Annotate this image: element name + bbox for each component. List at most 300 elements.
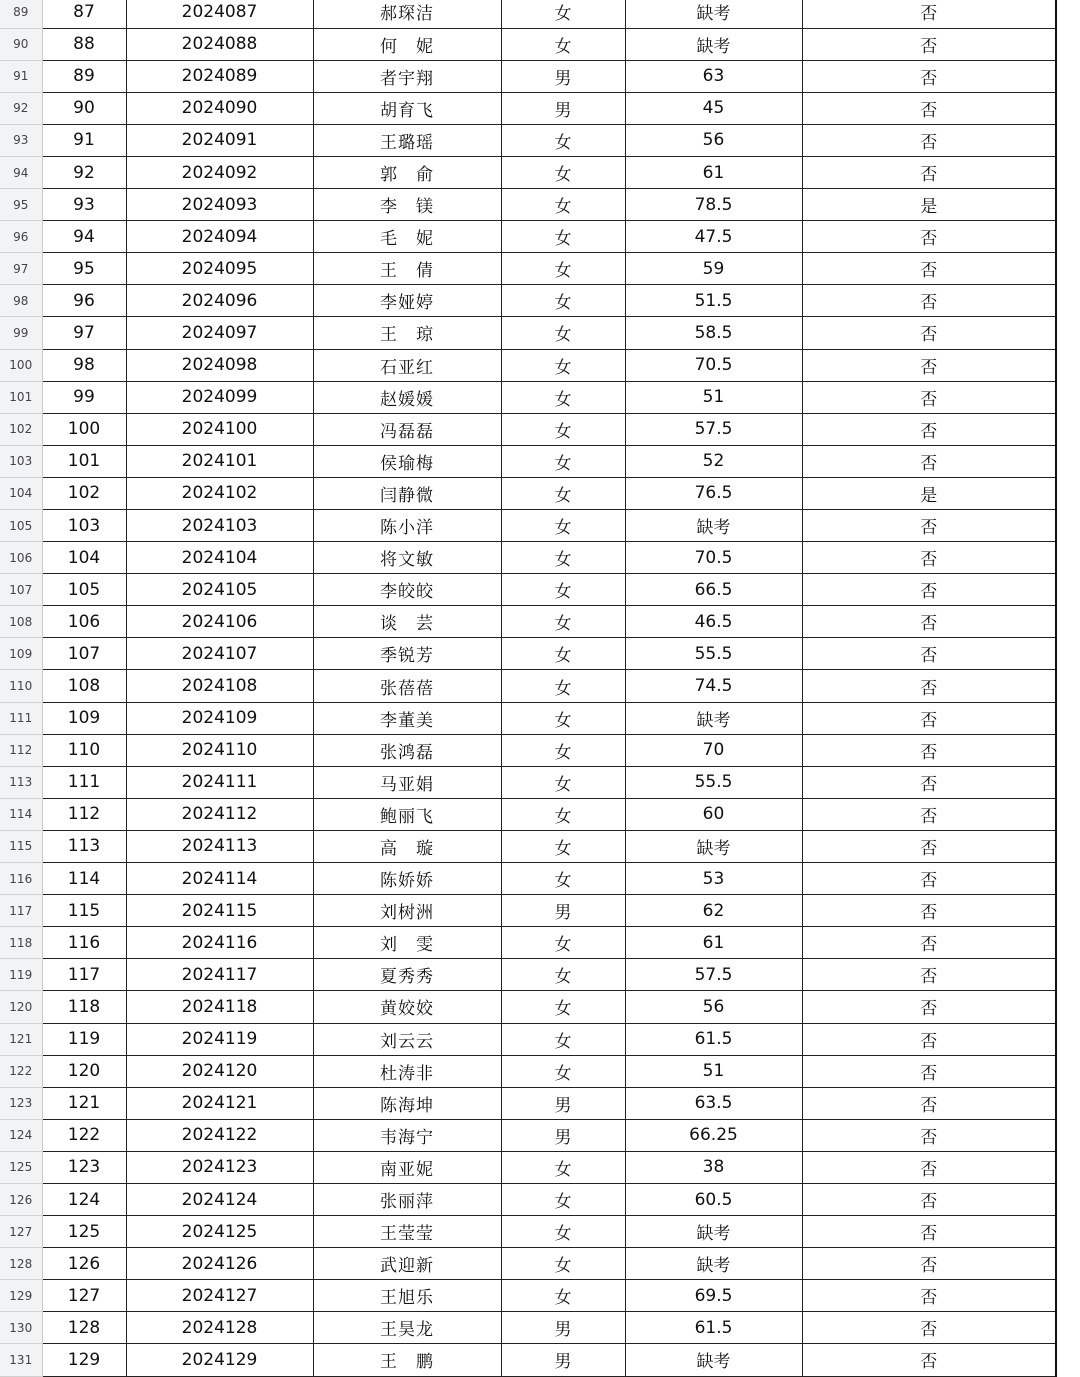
cell-exam-no[interactable]: 2024117 <box>126 959 313 991</box>
empty-cell[interactable] <box>1056 638 1080 670</box>
cell-qualified[interactable]: 否 <box>802 124 1056 156</box>
empty-cell[interactable] <box>1056 1183 1080 1215</box>
cell-score[interactable]: 53 <box>625 863 802 895</box>
cell-qualified[interactable]: 否 <box>802 542 1056 574</box>
cell-gender[interactable]: 女 <box>501 734 625 766</box>
cell-qualified[interactable]: 是 <box>802 477 1056 509</box>
empty-cell[interactable] <box>1056 702 1080 734</box>
cell-name[interactable]: 陈娇娇 <box>313 863 501 895</box>
cell-qualified[interactable]: 否 <box>802 959 1056 991</box>
empty-cell[interactable] <box>1056 1248 1080 1280</box>
cell-qualified[interactable]: 否 <box>802 574 1056 606</box>
row-header[interactable]: 111 <box>0 702 42 734</box>
table-row[interactable] <box>0 285 1080 317</box>
cell-gender[interactable]: 女 <box>501 445 625 477</box>
cell-score[interactable]: 60 <box>625 798 802 830</box>
cell-qualified[interactable]: 否 <box>802 1151 1056 1183</box>
cell-seq[interactable]: 112 <box>42 798 126 830</box>
cell-seq[interactable]: 127 <box>42 1280 126 1312</box>
table-row[interactable] <box>0 1087 1080 1119</box>
cell-qualified[interactable]: 否 <box>802 991 1056 1023</box>
table-row[interactable] <box>0 1216 1080 1248</box>
cell-exam-no[interactable]: 2024121 <box>126 1087 313 1119</box>
empty-cell[interactable] <box>1056 1087 1080 1119</box>
cell-seq[interactable]: 106 <box>42 606 126 638</box>
cell-exam-no[interactable]: 2024096 <box>126 285 313 317</box>
empty-cell[interactable] <box>1056 253 1080 285</box>
empty-cell[interactable] <box>1056 895 1080 927</box>
cell-exam-no[interactable]: 2024116 <box>126 927 313 959</box>
cell-qualified[interactable]: 否 <box>802 638 1056 670</box>
cell-name[interactable]: 王莹莹 <box>313 1216 501 1248</box>
cell-qualified[interactable]: 否 <box>802 1023 1056 1055</box>
cell-qualified[interactable]: 否 <box>802 285 1056 317</box>
cell-exam-no[interactable]: 2024087 <box>126 0 313 28</box>
empty-cell[interactable] <box>1056 1216 1080 1248</box>
cell-exam-no[interactable]: 2024114 <box>126 863 313 895</box>
cell-qualified[interactable]: 否 <box>802 1216 1056 1248</box>
row-header[interactable]: 90 <box>0 28 42 60</box>
cell-exam-no[interactable]: 2024091 <box>126 124 313 156</box>
empty-cell[interactable] <box>1056 60 1080 92</box>
row-header[interactable]: 105 <box>0 510 42 542</box>
row-header[interactable]: 94 <box>0 156 42 188</box>
cell-score[interactable]: 66.25 <box>625 1119 802 1151</box>
cell-gender[interactable]: 女 <box>501 156 625 188</box>
table-row[interactable] <box>0 413 1080 445</box>
cell-exam-no[interactable]: 2024107 <box>126 638 313 670</box>
table-row[interactable] <box>0 189 1080 221</box>
cell-gender[interactable]: 女 <box>501 702 625 734</box>
cell-qualified[interactable]: 否 <box>802 510 1056 542</box>
cell-seq[interactable]: 124 <box>42 1183 126 1215</box>
cell-qualified[interactable]: 否 <box>802 895 1056 927</box>
row-header[interactable]: 97 <box>0 253 42 285</box>
cell-exam-no[interactable]: 2024111 <box>126 766 313 798</box>
cell-score[interactable]: 缺考 <box>625 0 802 28</box>
cell-exam-no[interactable]: 2024104 <box>126 542 313 574</box>
empty-cell[interactable] <box>1056 413 1080 445</box>
cell-seq[interactable]: 125 <box>42 1216 126 1248</box>
table-row[interactable] <box>0 510 1080 542</box>
cell-score[interactable]: 缺考 <box>625 510 802 542</box>
cell-gender[interactable]: 女 <box>501 606 625 638</box>
empty-cell[interactable] <box>1056 510 1080 542</box>
table-row[interactable] <box>0 156 1080 188</box>
table-row[interactable] <box>0 734 1080 766</box>
cell-exam-no[interactable]: 2024120 <box>126 1055 313 1087</box>
cell-gender[interactable]: 女 <box>501 574 625 606</box>
cell-score[interactable]: 45 <box>625 92 802 124</box>
cell-exam-no[interactable]: 2024088 <box>126 28 313 60</box>
cell-qualified[interactable]: 否 <box>802 863 1056 895</box>
cell-name[interactable]: 南亚妮 <box>313 1151 501 1183</box>
empty-cell[interactable] <box>1056 574 1080 606</box>
cell-name[interactable]: 夏秀秀 <box>313 959 501 991</box>
empty-cell[interactable] <box>1056 381 1080 413</box>
empty-cell[interactable] <box>1056 927 1080 959</box>
cell-name[interactable]: 王 琼 <box>313 317 501 349</box>
table-row[interactable] <box>0 92 1080 124</box>
cell-exam-no[interactable]: 2024106 <box>126 606 313 638</box>
row-header[interactable]: 103 <box>0 445 42 477</box>
empty-cell[interactable] <box>1056 959 1080 991</box>
cell-score[interactable]: 55.5 <box>625 766 802 798</box>
cell-name[interactable]: 鲍丽飞 <box>313 798 501 830</box>
table-row[interactable] <box>0 574 1080 606</box>
cell-score[interactable]: 61.5 <box>625 1023 802 1055</box>
cell-score[interactable]: 63.5 <box>625 1087 802 1119</box>
cell-score[interactable]: 38 <box>625 1151 802 1183</box>
table-row[interactable] <box>0 991 1080 1023</box>
row-header[interactable]: 95 <box>0 189 42 221</box>
table-row[interactable] <box>0 863 1080 895</box>
cell-seq[interactable]: 90 <box>42 92 126 124</box>
cell-seq[interactable]: 99 <box>42 381 126 413</box>
cell-score[interactable]: 缺考 <box>625 28 802 60</box>
empty-cell[interactable] <box>1056 349 1080 381</box>
cell-name[interactable]: 王昊龙 <box>313 1312 501 1344</box>
cell-seq[interactable]: 119 <box>42 1023 126 1055</box>
cell-gender[interactable]: 男 <box>501 895 625 927</box>
row-header[interactable]: 107 <box>0 574 42 606</box>
cell-name[interactable]: 杜涛非 <box>313 1055 501 1087</box>
cell-score[interactable]: 61 <box>625 927 802 959</box>
cell-name[interactable]: 高 璇 <box>313 830 501 862</box>
table-row[interactable] <box>0 317 1080 349</box>
cell-gender[interactable]: 女 <box>501 1216 625 1248</box>
cell-seq[interactable]: 120 <box>42 1055 126 1087</box>
cell-seq[interactable]: 126 <box>42 1248 126 1280</box>
cell-gender[interactable]: 女 <box>501 959 625 991</box>
cell-gender[interactable]: 女 <box>501 1023 625 1055</box>
empty-cell[interactable] <box>1056 830 1080 862</box>
cell-name[interactable]: 石亚红 <box>313 349 501 381</box>
cell-gender[interactable]: 女 <box>501 317 625 349</box>
cell-gender[interactable]: 女 <box>501 670 625 702</box>
cell-seq[interactable]: 87 <box>42 0 126 28</box>
cell-gender[interactable]: 女 <box>501 542 625 574</box>
row-header[interactable]: 131 <box>0 1344 42 1376</box>
cell-name[interactable]: 王 倩 <box>313 253 501 285</box>
cell-score[interactable]: 47.5 <box>625 221 802 253</box>
cell-name[interactable]: 郭 俞 <box>313 156 501 188</box>
cell-score[interactable]: 57.5 <box>625 413 802 445</box>
row-header[interactable]: 102 <box>0 413 42 445</box>
cell-score[interactable]: 62 <box>625 895 802 927</box>
cell-seq[interactable]: 91 <box>42 124 126 156</box>
cell-score[interactable]: 69.5 <box>625 1280 802 1312</box>
cell-name[interactable]: 侯瑜梅 <box>313 445 501 477</box>
empty-cell[interactable] <box>1056 1023 1080 1055</box>
empty-cell[interactable] <box>1056 1344 1080 1376</box>
cell-score[interactable]: 61.5 <box>625 1312 802 1344</box>
cell-seq[interactable]: 102 <box>42 477 126 509</box>
cell-qualified[interactable]: 否 <box>802 349 1056 381</box>
row-header[interactable]: 106 <box>0 542 42 574</box>
cell-seq[interactable]: 94 <box>42 221 126 253</box>
empty-cell[interactable] <box>1056 542 1080 574</box>
row-header[interactable]: 121 <box>0 1023 42 1055</box>
cell-qualified[interactable]: 否 <box>802 317 1056 349</box>
cell-gender[interactable]: 女 <box>501 381 625 413</box>
cell-score[interactable]: 46.5 <box>625 606 802 638</box>
cell-seq[interactable]: 122 <box>42 1119 126 1151</box>
cell-qualified[interactable]: 是 <box>802 189 1056 221</box>
cell-name[interactable]: 季锐芳 <box>313 638 501 670</box>
cell-qualified[interactable]: 否 <box>802 381 1056 413</box>
cell-exam-no[interactable]: 2024105 <box>126 574 313 606</box>
cell-exam-no[interactable]: 2024124 <box>126 1183 313 1215</box>
cell-gender[interactable]: 女 <box>501 253 625 285</box>
cell-gender[interactable]: 女 <box>501 798 625 830</box>
table-row[interactable] <box>0 349 1080 381</box>
cell-seq[interactable]: 93 <box>42 189 126 221</box>
cell-exam-no[interactable]: 2024094 <box>126 221 313 253</box>
cell-seq[interactable]: 89 <box>42 60 126 92</box>
cell-seq[interactable]: 92 <box>42 156 126 188</box>
cell-score[interactable]: 60.5 <box>625 1183 802 1215</box>
cell-name[interactable]: 张鸿磊 <box>313 734 501 766</box>
cell-gender[interactable]: 男 <box>501 1344 625 1376</box>
cell-qualified[interactable]: 否 <box>802 830 1056 862</box>
cell-qualified[interactable]: 否 <box>802 1087 1056 1119</box>
empty-cell[interactable] <box>1056 189 1080 221</box>
cell-gender[interactable]: 女 <box>501 766 625 798</box>
empty-cell[interactable] <box>1056 863 1080 895</box>
cell-qualified[interactable]: 否 <box>802 606 1056 638</box>
table-row[interactable] <box>0 766 1080 798</box>
row-header[interactable]: 93 <box>0 124 42 156</box>
table-row[interactable] <box>0 1119 1080 1151</box>
cell-gender[interactable]: 女 <box>501 413 625 445</box>
table-row[interactable] <box>0 28 1080 60</box>
cell-name[interactable]: 李皎皎 <box>313 574 501 606</box>
cell-seq[interactable]: 117 <box>42 959 126 991</box>
row-header[interactable]: 99 <box>0 317 42 349</box>
cell-exam-no[interactable]: 2024092 <box>126 156 313 188</box>
table-row[interactable] <box>0 221 1080 253</box>
row-header[interactable]: 127 <box>0 1216 42 1248</box>
cell-exam-no[interactable]: 2024100 <box>126 413 313 445</box>
cell-score[interactable]: 70 <box>625 734 802 766</box>
cell-exam-no[interactable]: 2024112 <box>126 798 313 830</box>
cell-seq[interactable]: 129 <box>42 1344 126 1376</box>
cell-gender[interactable]: 女 <box>501 510 625 542</box>
cell-exam-no[interactable]: 2024099 <box>126 381 313 413</box>
cell-qualified[interactable]: 否 <box>802 734 1056 766</box>
row-header[interactable]: 104 <box>0 477 42 509</box>
cell-exam-no[interactable]: 2024101 <box>126 445 313 477</box>
empty-cell[interactable] <box>1056 221 1080 253</box>
cell-name[interactable]: 毛 妮 <box>313 221 501 253</box>
empty-cell[interactable] <box>1056 1280 1080 1312</box>
cell-name[interactable]: 王璐瑶 <box>313 124 501 156</box>
cell-exam-no[interactable]: 2024118 <box>126 991 313 1023</box>
cell-qualified[interactable]: 否 <box>802 1280 1056 1312</box>
cell-qualified[interactable]: 否 <box>802 221 1056 253</box>
table-row[interactable] <box>0 1055 1080 1087</box>
cell-name[interactable]: 刘云云 <box>313 1023 501 1055</box>
cell-name[interactable]: 王 鹏 <box>313 1344 501 1376</box>
cell-score[interactable]: 59 <box>625 253 802 285</box>
cell-seq[interactable]: 108 <box>42 670 126 702</box>
cell-name[interactable]: 谈 芸 <box>313 606 501 638</box>
cell-name[interactable]: 李董美 <box>313 702 501 734</box>
cell-gender[interactable]: 男 <box>501 60 625 92</box>
empty-cell[interactable] <box>1056 734 1080 766</box>
row-header[interactable]: 109 <box>0 638 42 670</box>
empty-cell[interactable] <box>1056 477 1080 509</box>
cell-exam-no[interactable]: 2024129 <box>126 1344 313 1376</box>
empty-cell[interactable] <box>1056 1312 1080 1344</box>
cell-exam-no[interactable]: 2024123 <box>126 1151 313 1183</box>
cell-qualified[interactable]: 否 <box>802 1055 1056 1087</box>
cell-gender[interactable]: 男 <box>501 1087 625 1119</box>
cell-score[interactable]: 70.5 <box>625 542 802 574</box>
cell-seq[interactable]: 100 <box>42 413 126 445</box>
cell-name[interactable]: 陈海坤 <box>313 1087 501 1119</box>
cell-qualified[interactable]: 否 <box>802 1344 1056 1376</box>
cell-exam-no[interactable]: 2024128 <box>126 1312 313 1344</box>
table-row[interactable] <box>0 542 1080 574</box>
empty-cell[interactable] <box>1056 798 1080 830</box>
row-header[interactable]: 108 <box>0 606 42 638</box>
empty-cell[interactable] <box>1056 92 1080 124</box>
cell-seq[interactable]: 105 <box>42 574 126 606</box>
cell-gender[interactable]: 女 <box>501 189 625 221</box>
cell-qualified[interactable]: 否 <box>802 927 1056 959</box>
cell-gender[interactable]: 女 <box>501 221 625 253</box>
cell-seq[interactable]: 111 <box>42 766 126 798</box>
row-header[interactable]: 110 <box>0 670 42 702</box>
cell-exam-no[interactable]: 2024098 <box>126 349 313 381</box>
cell-gender[interactable]: 女 <box>501 477 625 509</box>
row-header[interactable]: 126 <box>0 1183 42 1215</box>
cell-qualified[interactable]: 否 <box>802 28 1056 60</box>
cell-seq[interactable]: 118 <box>42 991 126 1023</box>
row-header[interactable]: 122 <box>0 1055 42 1087</box>
row-header[interactable]: 100 <box>0 349 42 381</box>
row-header[interactable]: 89 <box>0 0 42 28</box>
row-header[interactable]: 120 <box>0 991 42 1023</box>
cell-qualified[interactable]: 否 <box>802 0 1056 28</box>
cell-seq[interactable]: 95 <box>42 253 126 285</box>
empty-cell[interactable] <box>1056 317 1080 349</box>
cell-name[interactable]: 陈小洋 <box>313 510 501 542</box>
table-row[interactable] <box>0 477 1080 509</box>
cell-seq[interactable]: 96 <box>42 285 126 317</box>
empty-cell[interactable] <box>1056 0 1080 28</box>
cell-name[interactable]: 赵媛媛 <box>313 381 501 413</box>
empty-cell[interactable] <box>1056 1055 1080 1087</box>
cell-gender[interactable]: 女 <box>501 349 625 381</box>
cell-seq[interactable]: 110 <box>42 734 126 766</box>
cell-name[interactable]: 何 妮 <box>313 28 501 60</box>
cell-gender[interactable]: 女 <box>501 1055 625 1087</box>
row-header[interactable]: 119 <box>0 959 42 991</box>
cell-score[interactable]: 78.5 <box>625 189 802 221</box>
cell-score[interactable]: 63 <box>625 60 802 92</box>
cell-gender[interactable]: 女 <box>501 124 625 156</box>
cell-exam-no[interactable]: 2024122 <box>126 1119 313 1151</box>
cell-name[interactable]: 胡育飞 <box>313 92 501 124</box>
row-header[interactable]: 125 <box>0 1151 42 1183</box>
cell-name[interactable]: 王旭乐 <box>313 1280 501 1312</box>
empty-cell[interactable] <box>1056 670 1080 702</box>
row-header[interactable]: 114 <box>0 798 42 830</box>
cell-seq[interactable]: 109 <box>42 702 126 734</box>
cell-qualified[interactable]: 否 <box>802 1248 1056 1280</box>
cell-seq[interactable]: 121 <box>42 1087 126 1119</box>
table-row[interactable] <box>0 1151 1080 1183</box>
cell-qualified[interactable]: 否 <box>802 445 1056 477</box>
cell-name[interactable]: 张蓓蓓 <box>313 670 501 702</box>
cell-score[interactable]: 66.5 <box>625 574 802 606</box>
cell-score[interactable]: 76.5 <box>625 477 802 509</box>
cell-gender[interactable]: 女 <box>501 1151 625 1183</box>
table-row[interactable] <box>0 670 1080 702</box>
cell-score[interactable]: 55.5 <box>625 638 802 670</box>
row-header[interactable]: 112 <box>0 734 42 766</box>
row-header[interactable]: 123 <box>0 1087 42 1119</box>
table-row[interactable] <box>0 1183 1080 1215</box>
cell-gender[interactable]: 女 <box>501 0 625 28</box>
cell-exam-no[interactable]: 2024109 <box>126 702 313 734</box>
table-row[interactable] <box>0 253 1080 285</box>
cell-exam-no[interactable]: 2024115 <box>126 895 313 927</box>
cell-qualified[interactable]: 否 <box>802 670 1056 702</box>
cell-seq[interactable]: 114 <box>42 863 126 895</box>
table-row[interactable] <box>0 1344 1080 1376</box>
cell-name[interactable]: 李娅婷 <box>313 285 501 317</box>
row-header[interactable]: 128 <box>0 1248 42 1280</box>
cell-exam-no[interactable]: 2024127 <box>126 1280 313 1312</box>
cell-seq[interactable]: 104 <box>42 542 126 574</box>
table-row[interactable] <box>0 60 1080 92</box>
cell-qualified[interactable]: 否 <box>802 702 1056 734</box>
row-header[interactable]: 116 <box>0 863 42 895</box>
cell-exam-no[interactable]: 2024093 <box>126 189 313 221</box>
cell-score[interactable]: 52 <box>625 445 802 477</box>
cell-exam-no[interactable]: 2024125 <box>126 1216 313 1248</box>
table-row[interactable] <box>0 124 1080 156</box>
table-row[interactable] <box>0 959 1080 991</box>
row-header[interactable]: 101 <box>0 381 42 413</box>
table-row[interactable] <box>0 638 1080 670</box>
cell-gender[interactable]: 女 <box>501 1248 625 1280</box>
cell-qualified[interactable]: 否 <box>802 798 1056 830</box>
cell-score[interactable]: 74.5 <box>625 670 802 702</box>
cell-score[interactable]: 51 <box>625 381 802 413</box>
cell-qualified[interactable]: 否 <box>802 253 1056 285</box>
cell-name[interactable]: 黄姣姣 <box>313 991 501 1023</box>
cell-gender[interactable]: 女 <box>501 991 625 1023</box>
row-header[interactable]: 130 <box>0 1312 42 1344</box>
row-header[interactable]: 129 <box>0 1280 42 1312</box>
cell-gender[interactable]: 女 <box>501 863 625 895</box>
cell-seq[interactable]: 128 <box>42 1312 126 1344</box>
cell-qualified[interactable]: 否 <box>802 413 1056 445</box>
cell-qualified[interactable]: 否 <box>802 60 1056 92</box>
cell-qualified[interactable]: 否 <box>802 1119 1056 1151</box>
cell-score[interactable]: 缺考 <box>625 1216 802 1248</box>
cell-name[interactable]: 者宇翔 <box>313 60 501 92</box>
cell-score[interactable]: 缺考 <box>625 830 802 862</box>
cell-score[interactable]: 缺考 <box>625 702 802 734</box>
cell-score[interactable]: 51 <box>625 1055 802 1087</box>
cell-name[interactable]: 张丽萍 <box>313 1183 501 1215</box>
